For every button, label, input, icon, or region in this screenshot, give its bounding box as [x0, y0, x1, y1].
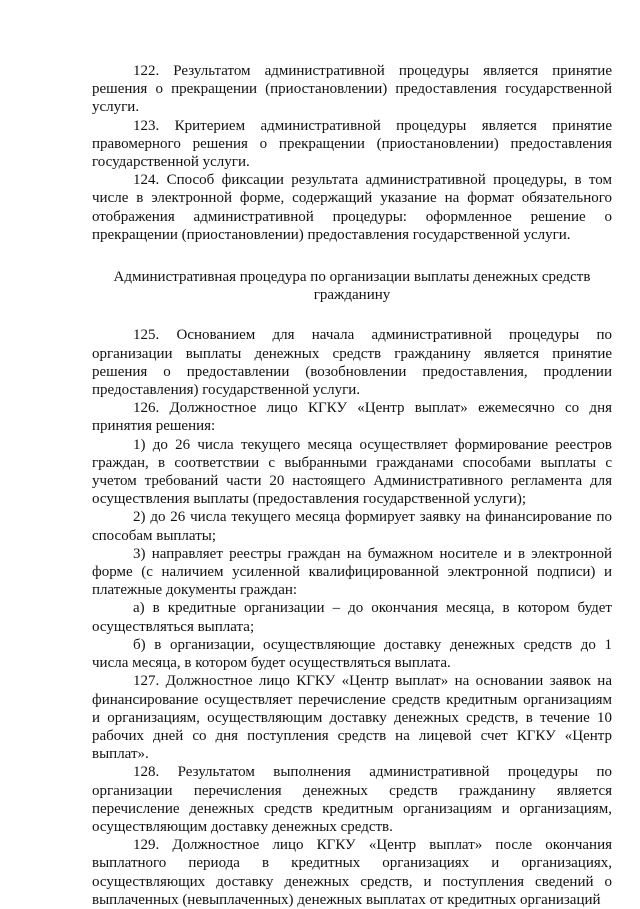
list-item-2: 2) до 26 числа текущего месяца формирует заявку на финансирование по способам выплаты; [92, 509, 612, 544]
paragraph-127: 127. Должностное лицо КГКУ «Центр выплат» на основании заявок на финансирование осуществляет перечисление средств кредитным организациям и организациям, осуществляющим доставку денежных средств, в течение 10 рабочих дней со дня поступления средств на лицевой счет КГКУ «Центр выплат». [92, 673, 612, 763]
section-heading: Административная процедура по организации выплаты денежных средств гражданину [113, 269, 591, 304]
list-item-b: б) в организации, осуществляющие доставку денежных средств до 1 числа месяца, в котором будет осуществляться выплата. [92, 636, 612, 672]
paragraph-122: 122. Результатом административной процедуры является принятие решения о прекращении (приостановлении) предоставления государственной услуги. [92, 63, 612, 116]
list-item-3: 3) направляет реестры граждан на бумажном носителе и в электронной форме (с наличием усиленной квалифицированной электронной подписи) и платежные документы граждан: [92, 545, 612, 599]
paragraph-124: 124. Способ фиксации результата административной процедуры, в том числе в электронной форме, содержащий указание на формат обязательного отображения административной процедуры: оформленное решение о прекращении (приостановлении) предоставления государственной услуги. [92, 172, 612, 243]
paragraph-128: 128. Результатом выполнения административной процедуры по организации перечисления денежных средств гражданину является перечисление денежных средств кредитным организациям и организациям, осуществляющим доставку денежных средств. [92, 764, 612, 835]
paragraph-126: 126. Должностное лицо КГКУ «Центр выплат» ежемесячно со дня принятия решения: [92, 400, 612, 435]
document-page [92, 62, 612, 909]
list-item-a: а) в кредитные организации – до окончания месяца, в котором будет осуществляться выплата; [92, 600, 612, 635]
paragraph-123: 123. Критерием административной процедуры является принятие правомерного решения о прекращении (приостановлении) предоставления государственной услуги. [92, 117, 612, 171]
paragraph-125: 125. Основанием для начала административной процедуры по организации выплаты денежных средств гражданину является принятие решения о предоставлении (возобновлении предоставления, продлении предоставления) государственной услуги. [92, 327, 612, 399]
list-item-1: 1) до 26 числа текущего месяца осуществляет формирование реестров граждан, в соответствии с выбранными гражданами способами выплаты с учетом требований части 20 настоящего Административного регламента для осуществления выплаты (предоставления государственной услуги); [92, 436, 612, 508]
paragraph-129: 129. Должностное лицо КГКУ «Центр выплат» после окончания выплатного периода в кредитных организациях и организациях, осуществляющих доставку денежных средств, и поступления сведений о выплаченных (невыплаченных) денежных выплатах от кредитных организаций [92, 837, 612, 908]
